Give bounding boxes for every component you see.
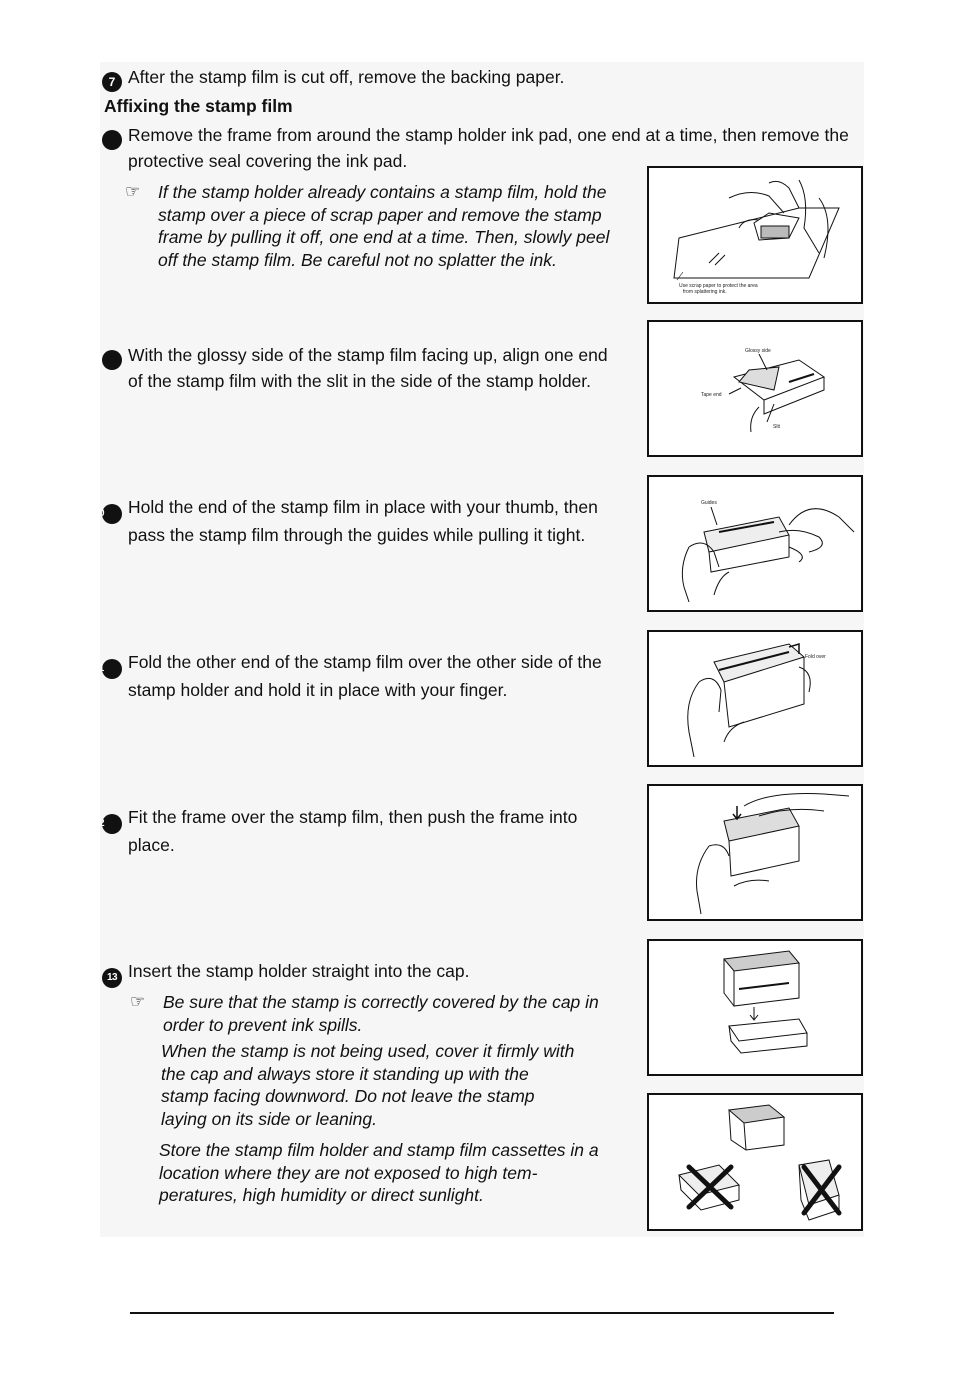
pointing-hand-icon: ☞ [130,992,146,1011]
step-text: With the glossy side of the stamp film facing up, align one end of the stamp film with the slit in the side of the stamp holder. [128,345,608,391]
step-number: 10 [102,504,122,524]
step-text: Insert the stamp holder straight into the cap. [128,961,470,981]
figure-caption: Use scrap paper to protect the area [679,283,758,289]
step-text: Fold the other end of the stamp film over the other side of the stamp holder and hold it in place with your finger. [128,652,602,700]
figure-remove-frame [647,166,863,304]
figure-guides [647,475,863,612]
illustration-fold-film [649,632,861,765]
step-number: 13 [102,968,122,988]
note-text: If the stamp holder already contains a stamp film, hold the stamp over a piece of scrap paper and remove the stamp frame by pulling it off, one end at a time. Then, slowly peel off the stamp film. Be careful not no splatter the ink. [158,182,610,270]
step-10 [93,496,622,547]
note-step-8 [125,181,630,271]
illustration-hands-scrap-paper [649,168,861,302]
pointing-hand-icon: ☞ [125,182,141,201]
step-number: 7 [102,72,122,92]
illustration-insert-cap [649,941,861,1074]
figure-label: Slit [773,424,780,430]
illustration-storage-positions [649,1095,861,1229]
figure-caption: from splattering ink. [683,289,727,295]
figure-insert-cap [647,939,863,1076]
note-step-13-location [159,1139,614,1207]
figure-label: Tape end [701,392,722,398]
figure-align-film [647,320,863,457]
note-text: Store the stamp film holder and stamp film cassettes in a location where they are not exposed to high tem-peratures, high humidity or direct sunlight. [159,1140,599,1205]
footer-rule [130,1312,834,1314]
figure-label: Fold over [805,654,826,660]
step-text: Remove the frame from around the stamp holder ink pad, one end at a time, then remove the protective seal covering the ink pad. [128,125,849,171]
step-number: 9 [102,350,122,370]
step-7 [102,66,564,92]
section-heading: Affixing the stamp film [104,96,293,116]
figure-fold-over [647,630,863,767]
step-11 [94,651,622,702]
illustration-push-frame [649,786,861,919]
note-step-13-storage [161,1040,581,1130]
step-text: Hold the end of the stamp film in place with your thumb, then pass the stamp film through the guides while pulling it tight. [128,497,598,545]
figure-storage [647,1093,863,1231]
note-text: Be sure that the stamp is correctly covered by the cap in order to prevent ink spills. [163,992,599,1035]
figure-fit-frame [647,784,863,921]
step-13 [102,960,469,988]
figure-label: Guides [701,500,717,506]
note-text: When the stamp is not being used, cover it firmly with the cap and always store it standing up with the stamp facing downword. Do not leave the stamp laying on its side or leaning. [161,1041,575,1129]
step-text: After the stamp film is cut off, remove the backing paper. [128,67,565,87]
illustration-pull-film [649,477,861,610]
illustration-align-film [649,322,861,455]
step-9 [95,344,622,393]
step-12 [93,806,622,857]
step-text: Fit the frame over the stamp film, then push the frame into place. [128,807,578,855]
step-number: 8 [102,130,122,150]
step-number: 11 [102,659,122,679]
step-number: 12 [102,814,122,834]
note-step-13-cap [130,991,628,1036]
figure-label: Glossy side [745,348,771,354]
